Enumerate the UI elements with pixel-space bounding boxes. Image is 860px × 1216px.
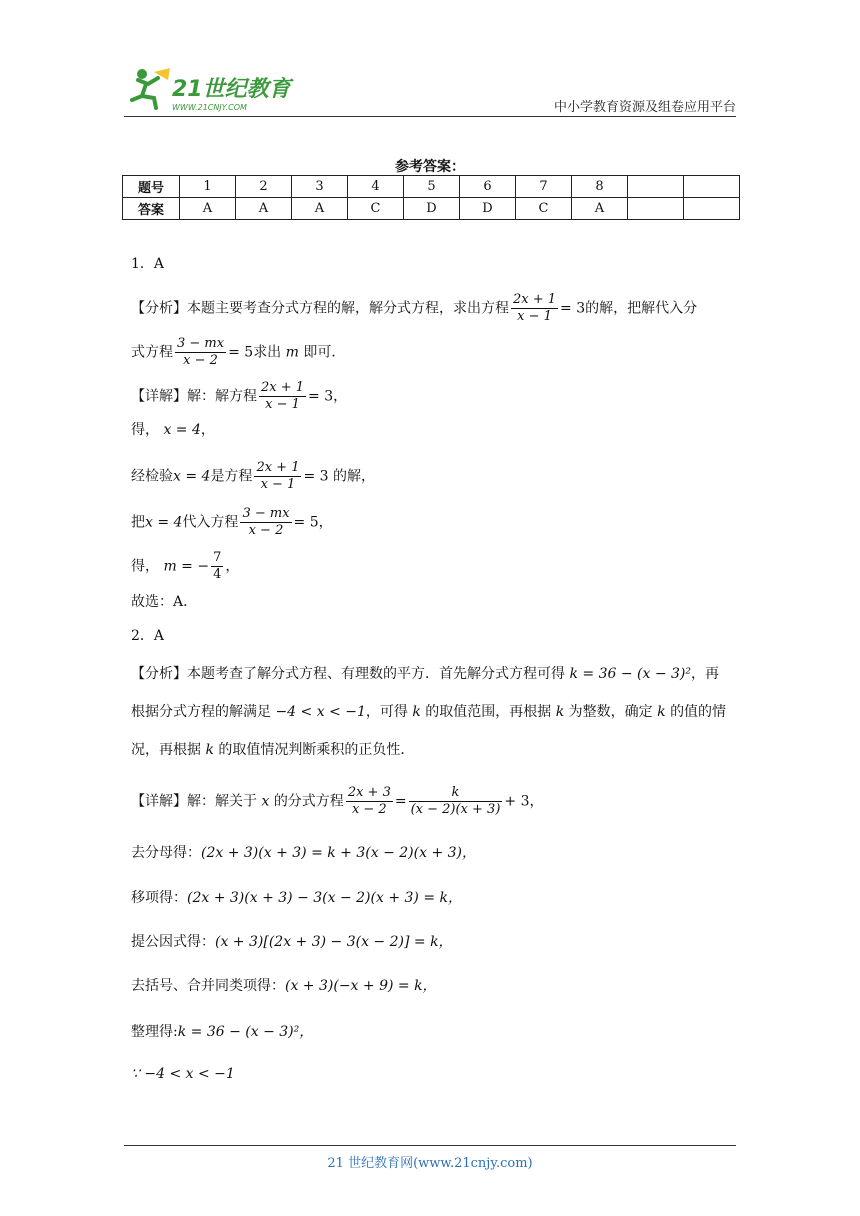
q1-detail-line4 [131, 506, 333, 539]
numerator: 2x + 1 [261, 380, 305, 395]
equation: (2x + 3)(x + 3) − 3(x − 2)(x + 3) = k， [187, 890, 462, 906]
answer-key-title: 参考答案： [395, 159, 465, 175]
denominator: x − 2 [351, 802, 387, 817]
denominator: x − 2 [248, 523, 284, 538]
q2-step3 [131, 932, 453, 952]
denominator: x − 1 [265, 397, 300, 412]
numerator: k [409, 785, 503, 802]
equation: k = 36 − (x − 3)² [569, 666, 691, 682]
text: 得， [131, 558, 159, 575]
q2-step5 [131, 1022, 313, 1042]
number-cell: 8 [572, 176, 628, 198]
text: ， [225, 558, 240, 575]
header-divider [124, 116, 736, 117]
answer-cell [684, 198, 740, 220]
text: 求出 [253, 344, 282, 361]
analysis-tag: 【分析】 [131, 666, 187, 682]
text: 即可． [303, 344, 346, 361]
answer-cell: C [348, 198, 404, 220]
table-row [123, 198, 740, 220]
numerator: 2x + 3 [347, 785, 391, 800]
q1-analysis-line2 [131, 336, 345, 369]
row-label-number: 题号 [123, 176, 180, 198]
equation: x = 4 [163, 422, 201, 438]
q2-analysis-line3 [131, 740, 414, 760]
text: 的值的情 [670, 704, 727, 720]
variable: k [412, 704, 421, 720]
numerator: 3 − mx [177, 336, 225, 351]
answer-cell: A [236, 198, 292, 220]
text: 本题考查了解分式方程、有理数的平方．首先解分式方程可得 [187, 666, 565, 682]
text: 况，再根据 [131, 742, 201, 758]
denominator: 4 [213, 567, 222, 582]
text: = 5 [228, 344, 254, 361]
text: 代入方程 [182, 514, 239, 531]
q1-detail-line3 [131, 460, 375, 493]
analysis-tag: 【分析】 [131, 300, 187, 317]
fraction [346, 785, 393, 818]
site-logo [124, 62, 304, 118]
answer-cell: A [292, 198, 348, 220]
number-cell: 7 [516, 176, 572, 198]
svg-text:21世纪教育: 21世纪教育 [172, 77, 291, 102]
number-cell: 2 [236, 176, 292, 198]
number-cell: 1 [180, 176, 236, 198]
number-cell: 5 [404, 176, 460, 198]
step-label: 提公因式得： [131, 934, 215, 950]
text: 的解，把解代入分 [585, 300, 698, 317]
text: 本题主要考查分式方程的解，解分式方程，求出方程 [187, 300, 509, 317]
detail-tag: 【详解】 [131, 388, 187, 405]
variable: k [555, 704, 565, 720]
number-cell [684, 176, 740, 198]
variable: x [261, 793, 270, 810]
fraction [259, 380, 306, 413]
row-label-answer: 答案 [123, 198, 180, 220]
q1-heading: 1．A [131, 256, 165, 272]
numerator: 2x + 1 [256, 460, 300, 475]
q1-choose: 故选：A． [131, 594, 198, 610]
equation: m = − [163, 558, 210, 575]
text: ，可得 [365, 704, 408, 720]
numerator: 2x + 1 [513, 292, 557, 307]
text: 式方程 [131, 344, 173, 361]
platform-name: 中小学教育资源及组卷应用平台 [553, 100, 736, 115]
fraction [254, 460, 301, 493]
footer-divider [124, 1145, 736, 1146]
inequality: −4 < x < −1 [275, 704, 366, 720]
number-cell: 4 [348, 176, 404, 198]
q2-heading: 2．A [131, 628, 165, 644]
fraction [409, 785, 503, 818]
text: 的取值情况判断乘积的正负性． [218, 742, 415, 758]
answer-cell: D [460, 198, 516, 220]
denominator: x − 1 [517, 309, 552, 324]
denominator: x − 1 [260, 477, 296, 492]
number-cell [628, 176, 684, 198]
q2-step4 [131, 976, 437, 996]
footer-link[interactable]: 21 世纪教育网(www.21cnjy.com) [327, 1156, 533, 1171]
text: 经检验 [131, 468, 173, 485]
text: = [394, 793, 407, 810]
text: = 3 的解， [303, 468, 376, 485]
text: = 3 [560, 300, 586, 317]
text: ， [200, 422, 215, 438]
detail-tag: 【详解】 [131, 793, 187, 810]
answer-cell: A [180, 198, 236, 220]
text: = 3， [308, 388, 348, 405]
q1-detail-line1 [131, 380, 347, 413]
variable: k [205, 742, 214, 758]
equation: x = 4 [145, 514, 183, 531]
page-header [124, 62, 736, 118]
text: + 3， [504, 793, 544, 810]
q2-detail-line1 [131, 785, 543, 818]
text: 是方程 [210, 468, 253, 485]
equation: (x + 3)(−x + 9) = k， [285, 978, 437, 994]
fraction [511, 292, 558, 325]
q2-step1 [131, 843, 476, 863]
answer-key-table [122, 175, 740, 220]
variable: k [657, 704, 666, 720]
numerator: 7 [213, 550, 222, 565]
text: 得， [131, 422, 159, 438]
fraction [211, 550, 223, 583]
answer-cell: C [516, 198, 572, 220]
q1-detail-line2 [131, 420, 215, 440]
equation: k = 36 − (x − 3)²， [177, 1024, 314, 1040]
text: 的取值范围，再根据 [425, 704, 552, 720]
number-cell: 6 [460, 176, 516, 198]
q2-analysis-line2 [131, 702, 726, 722]
answer-cell [628, 198, 684, 220]
table-row [123, 176, 740, 198]
text: 为整数，确定 [568, 704, 653, 720]
svg-text:WWW.21CNJY.COM: WWW.21CNJY.COM [172, 103, 247, 112]
text: = 5， [293, 514, 333, 531]
q1-analysis-line1 [131, 292, 697, 325]
denominator: x − 2 [183, 353, 218, 368]
q2-step2 [131, 888, 462, 908]
step-label: 整理得: [131, 1024, 178, 1040]
q2-because [131, 1064, 235, 1084]
number-cell: 3 [292, 176, 348, 198]
variable: m [285, 344, 299, 361]
text: 解：解关于 [187, 793, 257, 810]
text: 解：解方程 [187, 388, 257, 405]
text: ，再 [690, 666, 719, 682]
equation: (x + 3)[(2x + 3) − 3(x − 2)] = k， [215, 934, 453, 950]
text: 的分式方程 [273, 793, 344, 810]
denominator: (x − 2)(x + 3) [410, 802, 501, 817]
step-label: 去括号、合并同类项得： [131, 978, 285, 994]
text: 把 [131, 514, 145, 531]
numerator: 3 − mx [242, 506, 290, 521]
text: 根据分式方程的解满足 [131, 704, 271, 720]
equation: (2x + 3)(x + 3) = k + 3(x − 2)(x + 3)， [201, 845, 476, 861]
equation: x = 4 [173, 468, 211, 485]
fraction [175, 336, 226, 369]
answer-cell: D [404, 198, 460, 220]
inequality: ∵ −4 < x < −1 [131, 1066, 235, 1082]
q1-detail-line5 [131, 550, 239, 583]
step-label: 去分母得： [131, 845, 201, 861]
answer-cell: A [572, 198, 628, 220]
step-label: 移项得： [131, 890, 187, 906]
fraction [240, 506, 291, 539]
q2-analysis-line1 [131, 664, 719, 684]
